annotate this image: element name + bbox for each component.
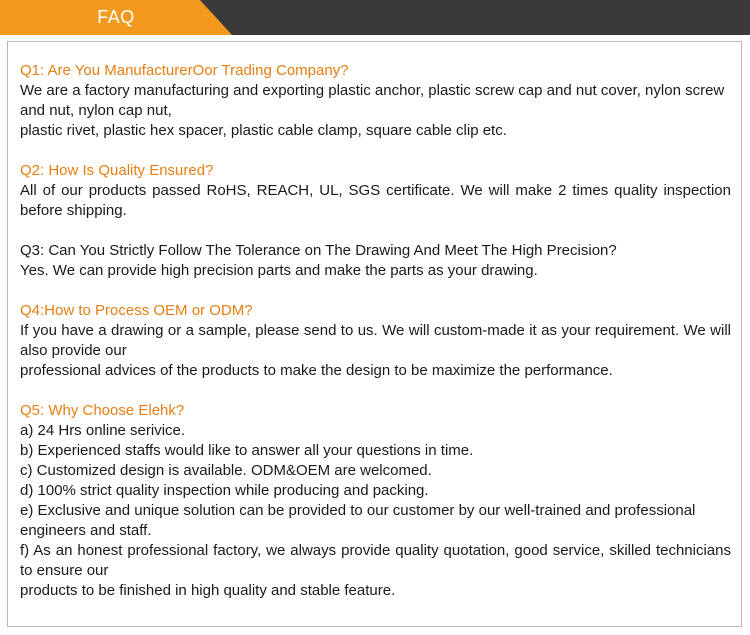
faq-answer-line: d) 100% strict quality inspection while producing and packing. <box>20 482 429 499</box>
faq-answer-line: Yes. We can provide high precision parts and make the parts as your drawing. <box>20 262 538 279</box>
faq-item-2 <box>20 161 731 221</box>
faq-item-5 <box>20 401 731 601</box>
faq-answer-line: e) Exclusive and unique solution can be provided to our customer by our well-trained and professional engineers and staff. <box>20 502 696 539</box>
faq-answer-line: f) As an honest professional factory, we always provide quality quotation, good service, skilled technicians to ensure our <box>20 542 731 579</box>
faq-answer-line: a) 24 Hrs online serivice. <box>20 422 186 439</box>
faq-question: Q2: How Is Quality Ensured? <box>20 162 214 179</box>
faq-item-1 <box>20 61 731 141</box>
faq-question: Q1: Are You ManufacturerOor Trading Company? <box>20 62 349 79</box>
faq-question: Q4:How to Process OEM or ODM? <box>20 302 253 319</box>
faq-answer-line: c) Customized design is available. ODM&OEM are welcomed. <box>20 462 432 479</box>
faq-question: Q5: Why Choose Elehk? <box>20 402 185 419</box>
faq-answer-line: plastic rivet, plastic hex spacer, plastic cable clamp, square cable clip etc. <box>20 122 507 139</box>
faq-question: Q3: Can You Strictly Follow The Tolerance on The Drawing And Meet The High Precision? <box>20 242 617 259</box>
faq-answer-line: We are a factory manufacturing and exporting plastic anchor, plastic screw cap and nut cover, nylon screw and nut, nylon cap nut, <box>20 82 725 119</box>
faq-header-label: FAQ <box>97 7 135 27</box>
faq-answer-line: products to be finished in high quality and stable feature. <box>20 582 396 599</box>
faq-answer-line: If you have a drawing or a sample, please send to us. We will custom-made it as your requirement. We will also provide our <box>20 322 731 359</box>
faq-answer-line: b) Experienced staffs would like to answer all your questions in time. <box>20 442 474 459</box>
faq-answer-line: professional advices of the products to make the design to be maximize the performance. <box>20 362 613 379</box>
faq-list <box>20 61 731 621</box>
faq-header-bar <box>0 0 750 35</box>
faq-item-4 <box>20 301 731 381</box>
faq-item-3 <box>20 241 731 281</box>
faq-answer-line: All of our products passed RoHS, REACH, UL, SGS certificate. We will make 2 times quality inspection before shipping. <box>20 182 731 219</box>
